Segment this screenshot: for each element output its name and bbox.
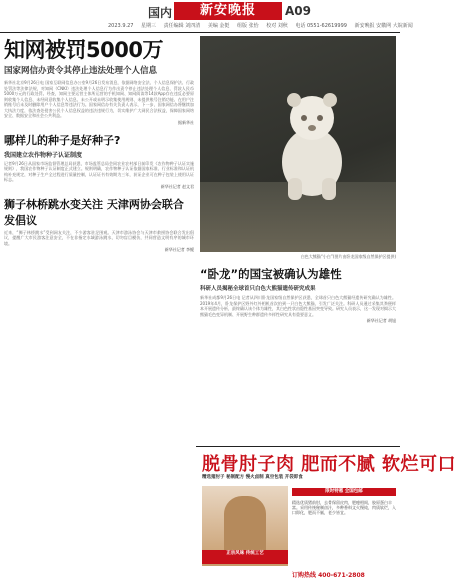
masthead-rule bbox=[0, 32, 400, 33]
paper-logo: 新安晚报 bbox=[174, 2, 282, 20]
meta-designer: 美编 金挺 bbox=[207, 23, 230, 29]
lead-headline: 知网被罚5000万 bbox=[4, 38, 163, 62]
meta-brand: 新安晚报 安徽网 大皖新闻 bbox=[354, 23, 413, 29]
masthead bbox=[0, 0, 413, 30]
ad-subtitle: 精选猪肘子 秘制配方 慢火卤制 真空包装 开袋即食 bbox=[202, 475, 303, 480]
white-panda-image bbox=[272, 82, 352, 202]
panda-subhead: 科研人员揭秘全球首只白色大熊猫遗传研究成果 bbox=[200, 286, 316, 292]
left-column bbox=[4, 36, 194, 253]
ad-red-banner: 限时特惠 全国包邮 bbox=[292, 488, 396, 496]
panda-body: 新华社成都9月26日电 记者从四川卧龙国家级自然保护区获悉，全球首只白色大熊猫经遗传研究确认为雄性。2019年4月，卧龙保护区野外红外相机首次拍到一只白色大熊猫，引发广泛关注。科研人员通过采集其粪便样本开展遗传分析，最终确认该个体为雄性，其白色性状由隐性基因突变导致。研究人员表示，这一发现对揭示大熊猫毛色变异机制、开展野生种群遗传多样性研究具有重要意义。 bbox=[200, 295, 396, 317]
lion-headline: 狮子林桥跳水变关注 天津两协会联合发倡议 bbox=[4, 197, 184, 227]
meta-proof: 校对 刘秋 bbox=[266, 23, 288, 29]
right-column bbox=[200, 266, 396, 324]
meta-date: 2023.9.27 bbox=[108, 23, 134, 29]
ad-phone: 订购热线 400-671-2808 bbox=[292, 572, 365, 579]
lion-body: 近来，“狮子林桥跳水”受到网友关注，不少游客驻足围观。天津市游泳协会与天津市救捞协会联合发出倡议，提醒广大市民游客注意安全，不在非指定水域游泳跳水，切勿盲目模仿，共同营造文明有序的城市环境。 bbox=[4, 229, 194, 246]
meta-phone: 电话 0551-62619999 bbox=[295, 23, 347, 29]
seed-subhead: 我国建立农作物种子认证制度 bbox=[4, 151, 83, 159]
meta-line bbox=[108, 22, 419, 29]
lead-body: 新华社北京9月26日电 国家互联网信息办公室9月26日发布消息，依据网络安全法、个人信息保护法、行政处罚法等法律法规，对知网（CNKI）违法处理个人信息行为作出责令停止违法处理个人信息、罚款人民币5000万元的行政处罚。经查，知网主要运营主体所运营的手机知网、知网阅读等14款App存在违反必要原则收集个人信息、未经同意收集个人信息、未公开或未明示收集使用规则、未提供账号注销功能、在用户注销账号后未及时删除用户个人信息等违法行为。国家网信办有关负责人表示，下一步，国家网信办将继续加大执法力度，依法查处侵害公民个人信息权益的违法违规行为，切实维护广大网民合法权益，保障国家网络安全、数据安全和社会公共利益。 bbox=[4, 80, 194, 118]
advertisement bbox=[196, 448, 456, 584]
meta-layout: 组版 张怡 bbox=[237, 23, 259, 29]
meta-editor: 责任编辑 刘四清 bbox=[163, 23, 201, 29]
seed-byline: 新华社记者 赵文君 bbox=[160, 183, 194, 189]
ad-rule bbox=[196, 446, 400, 447]
panda-headline: “卧龙”的国宝被确认为雄性 bbox=[200, 267, 342, 281]
page-number: A09 bbox=[285, 4, 311, 18]
lead-subhead: 国家网信办责令其停止违法处理个人信息 bbox=[4, 66, 158, 76]
section-label: 国内 bbox=[148, 6, 173, 20]
photo-caption: 白色大熊猫“小白”(图片由卧龙国家级自然保护区提供) bbox=[300, 254, 396, 259]
seed-headline: 哪样儿的种子是好种子? bbox=[4, 133, 121, 147]
lion-byline: 新华社记者 李鲲 bbox=[164, 247, 194, 252]
meta-weekday: 星期三 bbox=[141, 23, 157, 29]
ad-photo bbox=[202, 486, 288, 566]
lead-byline: 据新华社 bbox=[178, 119, 194, 125]
seed-body: 记者9月26日从国家市场监督管理总局获悉，市场监管总局会同农业农村部日前印发《农作物种子认证实施规则》，我国农作物种子认证制度正式建立。规则明确，农作物种子认证依据国家标准、行业标准和认证机构补充规定，对种子生产全过程进行质量控制，认证证书有效期为三年，获证企业可在种子包装上使用认证标志。 bbox=[4, 160, 194, 182]
ad-photo-banner: 正宗风味 传统工艺 bbox=[202, 550, 288, 564]
ad-title: 脱骨肘子肉 肥而不腻 软烂可口 bbox=[202, 454, 456, 475]
panda-byline: 新华社记者 胡旭 bbox=[366, 318, 396, 323]
ad-text: 精选优质猪前肘，去骨保留皮肉，肥瘦相间，胶原蛋白丰富。采用传统秘制卤汁，多种香料文火慢炖，肉质软烂，入口即化，肥而不腻，老少皆宜。 bbox=[292, 500, 396, 515]
panda-photo bbox=[200, 36, 396, 252]
